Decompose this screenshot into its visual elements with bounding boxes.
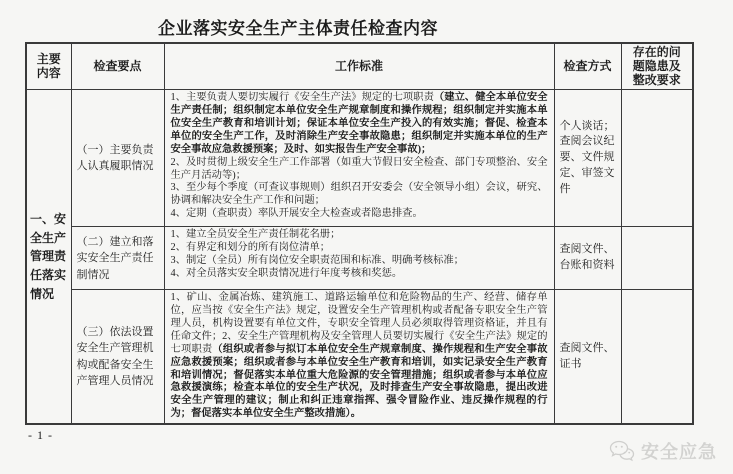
wechat-icon xyxy=(609,440,635,462)
cell-problems xyxy=(621,290,693,424)
work-standard-paragraph: 4、定期（查职责）率队开展安全大检查或者隐患排查。 xyxy=(170,208,423,220)
table-row xyxy=(26,290,693,424)
header-main-content: 主要内容 xyxy=(26,43,71,90)
watermark-label: 安全应急 xyxy=(641,442,717,462)
header-problems: 存在的问题隐患及整改要求 xyxy=(621,43,693,90)
cell-problems xyxy=(621,227,693,290)
table-row xyxy=(26,227,693,290)
cell-check-method: 查阅文件、证书 xyxy=(554,290,621,424)
work-standard-paragraph: 4、对全员落实安全职责情况进行年度考核和奖惩。 xyxy=(170,267,403,279)
work-standard-paragraph: 1、矿山、金属冶炼、建筑施工、道路运输单位和危险物品的生产、经营、储存单位，应当按《安全生产法》规定，设置安全生产管理机构或者配备专职安全生产管理人员，机构设置要有单位文件，专职安全管理人员必须取得管理资格证，并且有任命文件；2、安全生产管理机构及安全管理人员要切实履行《安全生产法》规定的七项职责（组织或者参与拟订本单位安全生产规章制度、操作规程和生产安全事故应急救援预案；组织或者参与本单位安全生产教育和培训，如实记录安全生产教育和培训情况；督促落实本单位重大危险源的安全管理措施；组织或者参与本单位应急救援演练；检查本单位的安全生产状况，及时排查生产安全事故隐患，提出改进安全生产管理的建议；制止和纠正违章指挥、强令冒险作业、违反操作规程的行为；督促落实本单位安全生产整改措施）。 xyxy=(170,292,548,420)
table-header-row xyxy=(26,43,693,90)
work-standard-paragraph: 1、建立全员安全生产责任制花名册； xyxy=(170,229,341,241)
cell-work-standard xyxy=(164,227,554,290)
work-standard-paragraph: 3、制定（全员）所有岗位安全职责范围和标准、明确考核标准； xyxy=(170,255,464,267)
cell-check-method: 个人谈话；查阅会议纪要、文件规定、审签文件 xyxy=(554,90,621,227)
work-standard-paragraph: 2、及时贯彻上级安全生产工作部署（如重大节假日安全检查、部门专项整治、安全生产月活动等)； xyxy=(170,156,548,181)
table-row xyxy=(26,90,693,227)
inspection-table xyxy=(25,42,694,425)
work-standard-paragraph: 1、主要负责人要切实履行《安全生产法》规定的七项职责（建立、健全本单位安全生产责任制；组织制定本单位安全生产规章制度和操作规程；组织制定并实施本单位安全生产教育和培训计划；保证本单位安全生产投入的有效实施；督促、检查本单位的安全生产工作，及时消除生产安全事故隐患；组织制定并实施本单位的生产安全事故应急救援预案；及时、如实报告生产安全事故)； xyxy=(170,92,548,155)
page-number: - 1 - xyxy=(28,428,53,442)
cell-check-point: （三）依法设置安全生产管理机构或配备安全生产管理人员情况 xyxy=(71,290,164,424)
work-standard-paragraph: 2、有界定和划分的所有岗位清单； xyxy=(170,242,331,254)
cell-work-standard xyxy=(164,90,554,227)
cell-problems xyxy=(621,90,693,227)
header-check-point: 检查要点 xyxy=(71,43,164,90)
cell-check-method: 查阅文件、台账和资料 xyxy=(554,227,621,290)
header-work-standard: 工作标准 xyxy=(164,43,554,90)
page-title: 企业落实安全生产主体责任检查内容 xyxy=(158,19,438,38)
cell-check-point: （二）建立和落实安全生产责任制情况 xyxy=(71,227,164,290)
cell-work-standard xyxy=(164,290,554,424)
watermark xyxy=(609,438,717,464)
header-check-method: 检查方式 xyxy=(554,43,621,90)
cell-check-point: （一）主要负责人认真履职情况 xyxy=(71,90,164,227)
cell-main-content: 一、安全生产管理责任落实情况 xyxy=(26,90,71,424)
work-standard-paragraph: 3、至少每个季度（可查议事规则）组织召开安委会（安全领导小组）会议，研究、协调和解决安全生产工作和问题； xyxy=(170,182,548,207)
